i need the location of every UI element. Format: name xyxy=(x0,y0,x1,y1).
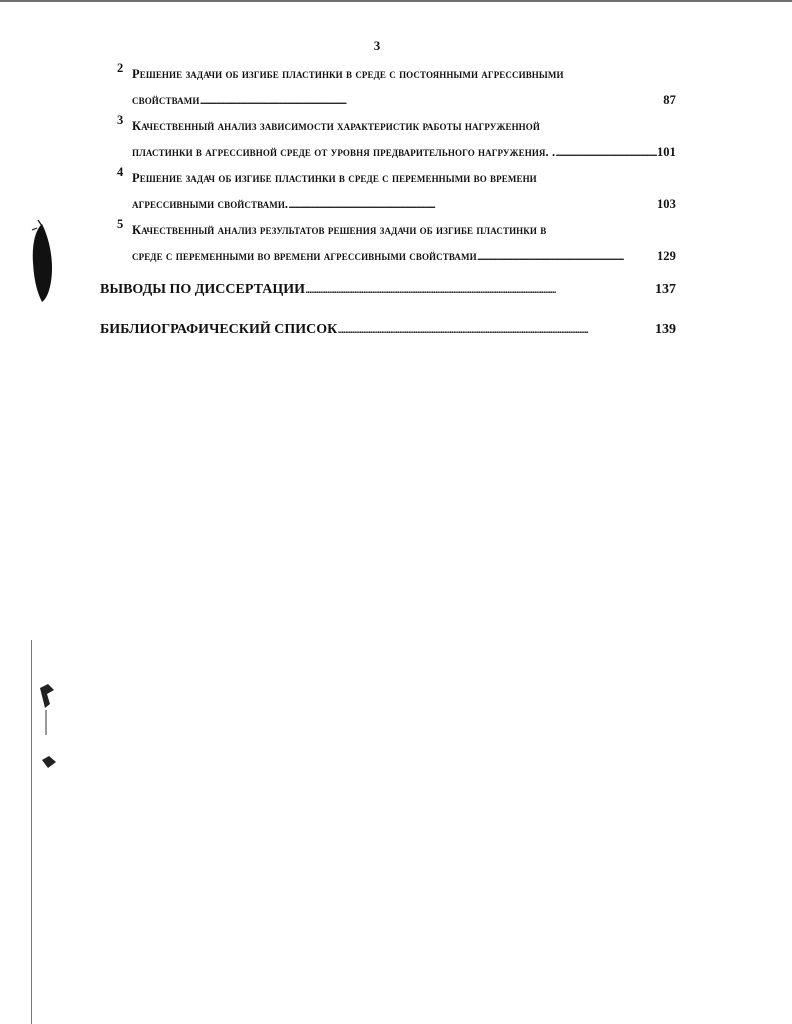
toc-subsection-title-end: свойствами xyxy=(132,93,200,107)
toc-page-number: 139 xyxy=(655,322,676,337)
toc-subsection-number: 4 xyxy=(117,165,124,179)
toc-subsection-title-line2 xyxy=(117,139,676,165)
toc-main-entry-label: ВЫВОДЫ ПО ДИССЕРТАЦИИ xyxy=(100,282,305,297)
toc-subsection-title-line1: Качественный анализ результатов решения задачи об изгибе пластинки в xyxy=(132,223,547,237)
page-top-border xyxy=(0,0,792,2)
toc-subsection-title-line2 xyxy=(117,87,676,113)
toc-subsection-title-line1: Решение задач об изгибе пластинки в среде с переменными во времени xyxy=(132,171,537,185)
dot-leader xyxy=(305,279,655,301)
toc-page-number: 137 xyxy=(655,282,676,297)
toc-subsection xyxy=(100,113,676,165)
table-of-contents xyxy=(100,61,676,341)
toc-subsection-number: 5 xyxy=(117,217,124,231)
toc-page-number: 129 xyxy=(656,249,676,263)
toc-subsection-title-line1: Решение задачи об изгибе пластинки в среде с постоянными агрессивными xyxy=(132,67,564,81)
page-left-border xyxy=(31,640,32,1024)
dot-leader xyxy=(337,319,655,341)
scan-artifact-left-blob xyxy=(28,218,58,308)
toc-subsection-number: 3 xyxy=(117,113,124,127)
toc-page-number: 101 xyxy=(656,145,676,159)
dot-leader xyxy=(199,87,663,113)
toc-subsection xyxy=(100,61,676,113)
toc-page-number: 103 xyxy=(656,197,676,211)
dot-leader xyxy=(288,191,657,217)
toc-main-entry xyxy=(100,319,676,341)
toc-main-entry xyxy=(100,279,676,301)
toc-subsection-number: 2 xyxy=(117,61,124,75)
toc-subsection-title-line2 xyxy=(117,191,676,217)
scan-artifact-left-mark xyxy=(36,680,62,780)
dot-leader xyxy=(477,243,657,269)
toc-page-number: 87 xyxy=(663,93,676,107)
toc-subsection-title-end: агрессивными свойствами. xyxy=(132,197,289,211)
toc-subsection xyxy=(100,165,676,217)
page-number: 3 xyxy=(373,38,381,53)
toc-main-entry-label: БИБЛИОГРАФИЧЕСКИЙ СПИСОК xyxy=(100,322,338,337)
toc-subsection xyxy=(100,217,676,269)
toc-subsection-title-line2 xyxy=(117,243,676,269)
dot-leader xyxy=(555,139,657,165)
toc-subsection-title-end: пластинки в агрессивной среде от уровня предварительного нагружения. . xyxy=(132,145,556,159)
toc-subsection-title-line1: Качественный анализ зависимости характеристик работы нагруженной xyxy=(132,119,540,133)
toc-subsection-title-end: среде с переменными во времени агрессивными свойствами xyxy=(132,249,477,263)
